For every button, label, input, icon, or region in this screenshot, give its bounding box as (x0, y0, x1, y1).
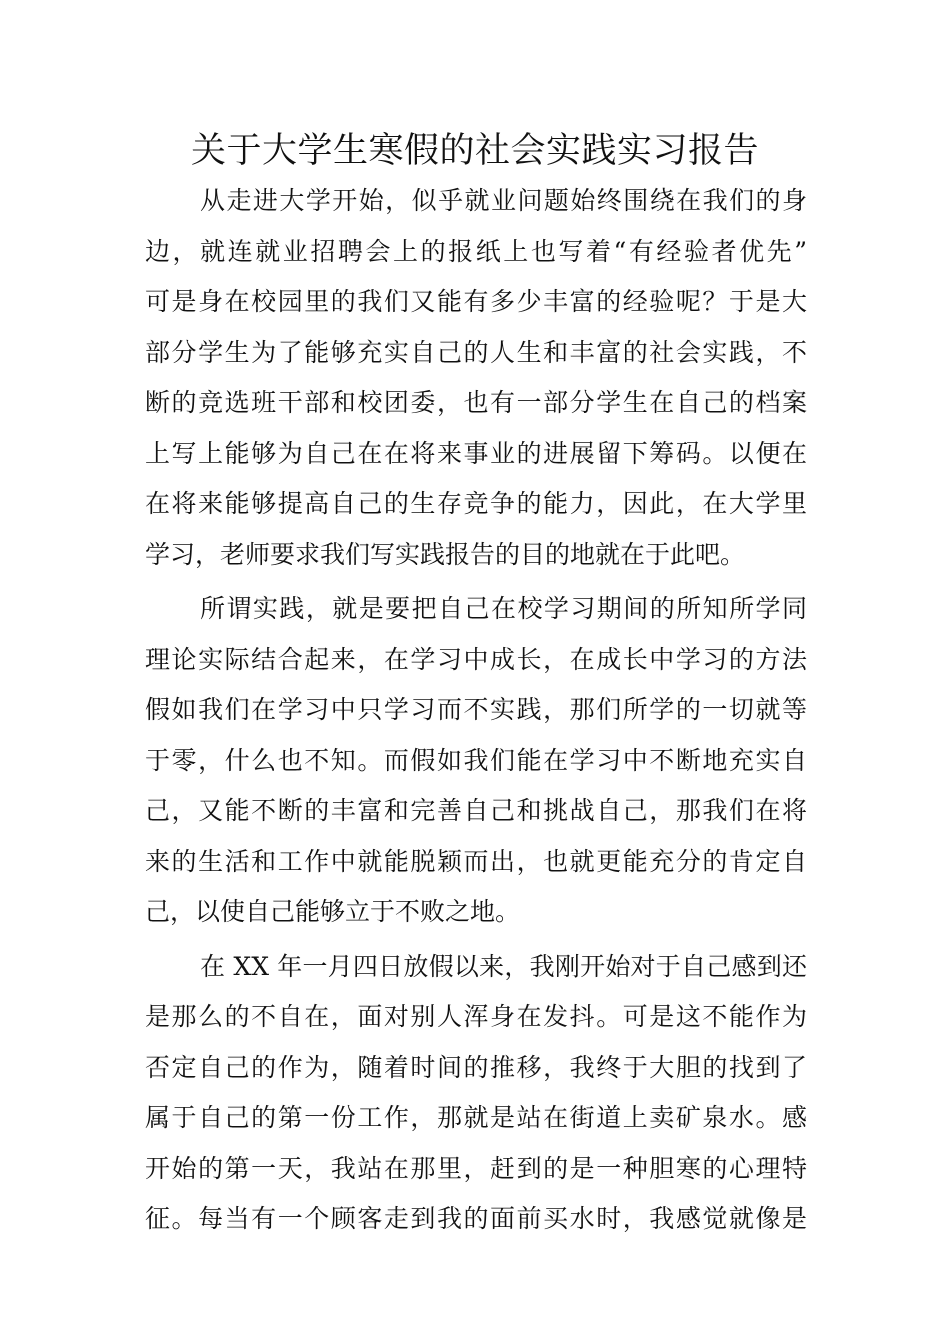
text-line: 上写上能够为自己在在将来事业的进展留下筹码。以便在 (145, 438, 807, 468)
text-line: 边，就连就业招聘会上的报纸上也写着“有经验者优先” (145, 236, 807, 266)
text-line: 所谓实践，就是要把自己在校学习期间的所知所学同 (200, 594, 807, 623)
text-line: 在 XX 年一月四日放假以来，我刚开始对于自己感到还 (200, 951, 807, 981)
text-line: 学习，老师要求我们写实践报告的目的地就在于此吧。 (145, 539, 746, 569)
text-line: 己，以使自己能够立于不败之地。 (145, 897, 521, 926)
text-line: 理论实际结合起来，在学习中成长，在成长中学习的方法 (145, 644, 807, 674)
text-line: 可是身在校园里的我们又能有多少丰富的经验呢？于是大 (145, 287, 807, 316)
text-line: 假如我们在学习中只学习而不实践，那们所学的一切就等 (145, 695, 807, 724)
text-line: 征。每当有一个顾客走到我的面前买水时，我感觉就像是 (145, 1204, 807, 1233)
text-line: 断的竞选班干部和校团委，也有一部分学生在自己的档案 (145, 388, 807, 417)
text-line: 开始的第一天，我站在那里，赶到的是一种胆寒的心理特 (145, 1153, 807, 1183)
paragraph-1 (145, 176, 807, 580)
document-body (145, 176, 807, 1245)
text-line: 从走进大学开始，似乎就业问题始终围绕在我们的身 (200, 186, 807, 215)
text-line: 属于自己的第一份工作，那就是站在街道上卖矿泉水。感 (145, 1103, 807, 1132)
text-line: 在将来能够提高自己的生存竞争的能力，因此，在大学里 (145, 489, 807, 518)
text-line: 来的生活和工作中就能脱颖而出，也就更能充分的肯定自 (145, 846, 807, 876)
text-line: 是那么的不自在，面对别人浑身在发抖。可是这不能作为 (145, 1002, 807, 1031)
text-line: 于零，什么也不知。而假如我们能在学习中不断地充实自 (145, 745, 807, 775)
text-line: 否定自己的作为，随着时间的推移，我终于大胆的找到了 (145, 1052, 807, 1082)
paragraph-3 (145, 942, 807, 1245)
text-line: 部分学生为了能够充实自己的人生和丰富的社会实践，不 (145, 337, 807, 367)
text-line: 己，又能不断的丰富和完善自己和挑战自己，那我们在将 (145, 796, 807, 825)
paragraph-2 (145, 584, 807, 938)
page-title: 关于大学生寒假的社会实践实习报告 (190, 131, 759, 171)
